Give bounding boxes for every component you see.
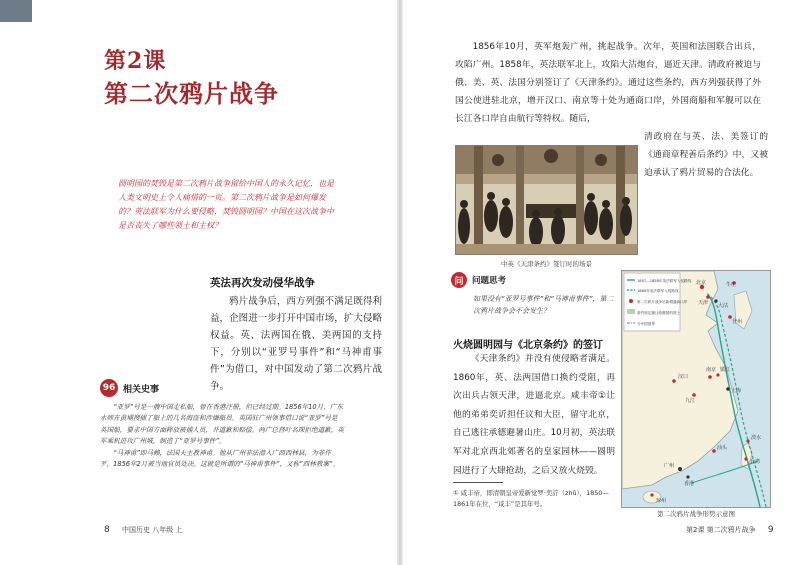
body-paragraph: 清政府在与英、法、美签订的《通商章程善后条约》中，又被迫承认了鸦片贸易的合法化。 [644,132,768,178]
map-place-label: 九江 [685,398,696,404]
related-history-header [100,378,344,398]
related-history-paragraph: “亚罗”号是一艘中国走私船，曾在香港注册，但已经过期。1856年10月，广东水师在黄埔搜捕了船上的几名海盗和涉嫌船员。英国驻广州领事借口说“亚罗”号是英国船，要求中国方面释放被捕人员，并道歉和赔偿。两广总督叶名琛拒绝道歉，英军乘机进攻广州城，制造了“亚罗号事件”。 [100,403,344,446]
related-history-icon: 96 [100,379,118,397]
lesson-title: 第二次鸦片战争 [104,79,279,108]
map-place-label: 汉口 [678,374,689,380]
left-page [0,0,397,565]
map-place-label: 登州 [732,319,743,325]
section-paragraph: 鸦片战争后，西方列强不满足既得利益，企图进一步打开中国市场，扩大侵略权益。英、法两国在俄、美两国的支持下，分别以“亚罗号事件”和“马神甫事件”为借口，对中国发动了第二次鸦片战争。 [210,296,382,392]
related-history-box [100,378,344,470]
map-place-label: 天津 [698,300,709,306]
treaty-signing-drawing [456,146,638,255]
map-legend-label: 1857—1858年英法联军入侵路线 [637,279,692,283]
right-page [403,0,800,565]
left-page-footer [104,525,182,535]
map-legend-label: 条约规定割让给俄国的领土 [637,311,681,315]
lesson-intro: 圆明园的焚毁是第二次鸦片战争留给中国人的永久记忆，也是人类文明史上令人痛惜的一页。第二次鸦片战争是如何爆发的？英法联军为什么要侵略，焚毁圆明园？中国在这次战争中是否丧失了哪些领土和主权？ [118,179,334,230]
footnote-divider [453,482,503,483]
footnote: ① 咸丰帝，即清朝皇帝爱新觉罗·奕詝（zhǔ），1850—1861年在位，“咸丰”是其年号。 [453,489,609,508]
photo-caption: 中英《天津条约》签订时的场景 [501,260,592,268]
page-number: 8 [104,525,110,535]
treaty-signing-illustration [455,145,638,255]
right-page-footer [686,525,774,535]
section-title: 英法再次发动侵华战争 [210,277,315,289]
map-place-label: 汕头 [717,445,728,451]
map-legend-label: 今中国国界 [637,322,655,326]
related-history-paragraph: “马神甫”即马赖，法国天主教神甫。他从广州非法潜入广西西林县，为非作歹，1856年2月被当地官员处决。这就是所谓的“马神甫事件”，又称“西林教案”。 [100,448,340,469]
map-legend-label: 第二次鸦片战争后新增通商口岸 [637,300,688,304]
lesson-running-title: 第2课 第二次鸦片战争 [686,526,756,534]
question-box [451,272,619,317]
related-history-label: 相关史事 [123,384,160,395]
war-situation-map [621,270,771,508]
question-label: 问题思考 [472,276,507,286]
body-paragraph: 1856年10月，英军炮轰广州，挑起战争。次年，英国和法国联合出兵，攻陷广州。1858年，英法联军北上，攻陷大沽炮台，逼近天津。清政府被迫与俄、美、英、法国分别签订了《天津条约》。通过这些条约，西方列强获得了外国公使进驻北京，增开汉口、南京等十处为通商口岸，外国商船和军舰可以在长江各口岸自由航行等特权。随后， [455,42,761,124]
map-place-label: 香港 [684,481,695,487]
question-icon: 问 [451,272,467,288]
map-place-label: 北京 [696,280,707,286]
map-place-label: 淡水 [751,435,762,441]
map-place-label: 大沽 [718,303,729,309]
section-paragraph: 《天津条约》并没有使侵略者满足。1860年，英、法两国借口换约受阻，再次出兵占领天津，进逼北京。咸丰帝①让他的弟弟奕䜣担任议和大臣，留守北京，自己逃往承德避暑山庄。10月初，英法联军对北京西北郊著名的皇家园林——圆明园进行了大肆抢劫，之后又放火烧毁。 [453,354,615,476]
map-place-label: 镇江 [720,367,731,373]
map-caption: 第二次鸦片战争形势示意图 [657,510,735,518]
map-place-label: 台湾 [750,459,761,465]
map-place-label: 上海 [731,388,742,394]
map-drawing [622,271,771,508]
map-place-label: 广州 [664,463,675,469]
question-header [451,272,619,288]
page-corner-tab [0,0,32,22]
map-place-label: 南京 [706,367,717,373]
book-title: 中国历史 八年级 上 [121,526,183,534]
section-title: 火烧圆明园与《北京条约》的签订 [453,340,603,351]
lesson-number: 第2课 [104,48,167,74]
map-place-label: 琼州 [656,498,667,504]
related-history-body [100,402,344,470]
question-text: 如果没有“亚罗号事件”和“马神甫事件”，第二次鸦片战争会不会发生？ [473,295,614,315]
map-legend-label: 1860年英法联军入侵路线 [637,289,679,293]
map-place-label: 牛庄 [726,282,737,288]
page-number: 9 [767,525,774,535]
